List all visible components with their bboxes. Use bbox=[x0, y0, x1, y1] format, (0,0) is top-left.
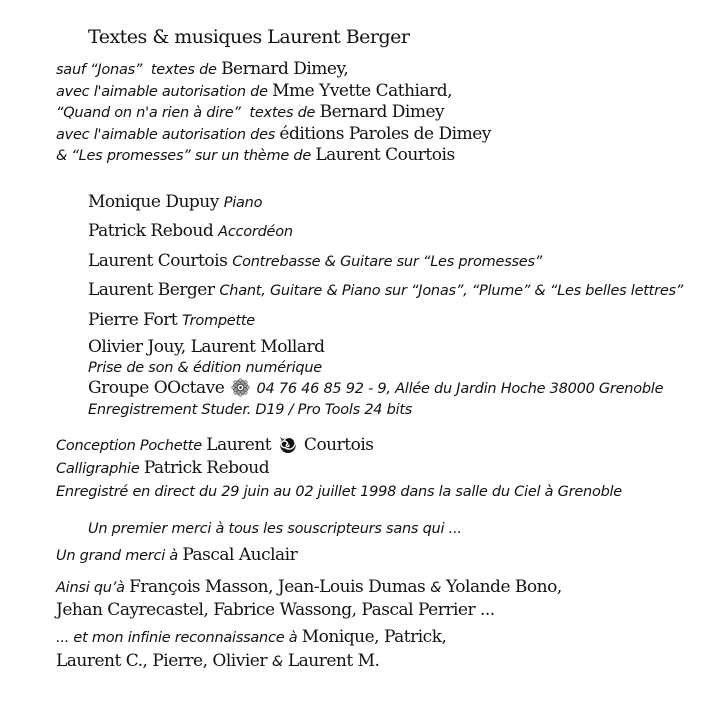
role-text: Ainsi qu’à bbox=[56, 580, 130, 596]
name-text: Patrick Reboud bbox=[143, 458, 270, 478]
text-line bbox=[56, 434, 709, 457]
role-text: Enregistré en direct du 29 juin au 02 juillet 1998 dans la salle du Ciel à Grenoble bbox=[56, 484, 622, 500]
name-text: Jehan Cayrecastel, Fabrice Wassong, Pascal Perrier ... bbox=[56, 600, 495, 620]
role-text: avec l'aimable autorisation des bbox=[56, 126, 280, 143]
role-text: & bbox=[271, 653, 283, 670]
thanks-friends bbox=[0, 576, 709, 621]
name-text: Courtois bbox=[299, 435, 374, 455]
name-text: Laurent bbox=[206, 435, 277, 455]
text-line bbox=[56, 145, 709, 167]
role-text: Prise de son & édition numérique bbox=[88, 360, 322, 376]
thanks-pascal bbox=[0, 543, 709, 568]
text-line bbox=[56, 124, 709, 146]
text-line bbox=[56, 599, 709, 621]
role-text: Chant, Guitare & Piano sur “Jonas”, “Plume” & “Les belles lettres” bbox=[219, 283, 684, 299]
role-text: “Quand on n'a rien à dire” textes de bbox=[56, 105, 320, 121]
role-text: Trompette bbox=[182, 312, 255, 329]
role-text: 04 76 46 85 92 - 9, Allée du Jardin Hoche 38000 Grenoble bbox=[252, 381, 664, 397]
role-text: & “Les promesses” sur un thème de bbox=[56, 148, 316, 164]
name-text: Bernard Dimey bbox=[319, 102, 445, 122]
role-text: Accordéon bbox=[218, 224, 293, 240]
role-text: avec l'aimable autorisation de bbox=[56, 83, 273, 100]
name-text: Laurent Courtois bbox=[315, 145, 455, 165]
text-line bbox=[88, 247, 709, 277]
name-text: François Masson, Jean-Louis Dumas bbox=[129, 577, 431, 597]
phone-rosette-icon bbox=[231, 378, 250, 397]
name-text: Laurent Courtois bbox=[88, 250, 233, 271]
name-text: Pascal Auclair bbox=[182, 545, 298, 565]
name-text: Laurent M. bbox=[282, 650, 380, 671]
text-line bbox=[88, 276, 709, 306]
text-line bbox=[56, 576, 709, 599]
role-text: sauf “Jonas” textes de bbox=[56, 62, 222, 78]
name-text: Textes & musiques Laurent Berger bbox=[88, 26, 410, 48]
name-text: Laurent C., Pierre, Olivier bbox=[56, 650, 272, 671]
text-line bbox=[56, 59, 709, 81]
rights-note bbox=[0, 59, 709, 167]
text-line bbox=[56, 626, 709, 650]
text-line bbox=[56, 457, 709, 480]
name-text: Bernard Dimey, bbox=[221, 59, 349, 79]
role-text: Un grand merci à bbox=[56, 548, 183, 564]
role-text: Piano bbox=[223, 194, 263, 211]
name-text: Yolande Bono, bbox=[441, 577, 562, 597]
name-text: Groupe OOctave bbox=[88, 378, 230, 398]
text-line bbox=[88, 357, 709, 378]
text-line bbox=[88, 27, 709, 48]
text-line bbox=[56, 480, 709, 503]
text-line bbox=[88, 378, 709, 399]
name-text: Monique Dupuy bbox=[88, 191, 224, 212]
role-text: Contrebasse & Guitare sur “Les promesses” bbox=[232, 253, 543, 270]
role-text: Calligraphie bbox=[56, 461, 144, 477]
role-text: Conception Pochette bbox=[56, 438, 207, 454]
name-text: Monique, Patrick, bbox=[301, 627, 447, 647]
recording-credits bbox=[0, 337, 709, 420]
text-line bbox=[56, 650, 709, 674]
thanks-subscribers bbox=[0, 517, 709, 540]
role-text: & bbox=[430, 580, 442, 596]
text-line bbox=[56, 81, 709, 103]
text-line bbox=[56, 102, 709, 124]
text-line bbox=[56, 543, 709, 568]
name-text: Patrick Reboud bbox=[88, 221, 219, 241]
text-line bbox=[88, 337, 709, 357]
role-text: Un premier merci à tous les souscripteurs sans qui ... bbox=[88, 521, 462, 537]
text-line bbox=[88, 399, 709, 420]
name-text: éditions Paroles de Dimey bbox=[279, 123, 491, 144]
text-line bbox=[88, 517, 709, 540]
name-text: Pierre Fort bbox=[88, 309, 183, 330]
name-text: Laurent Berger bbox=[88, 280, 220, 300]
thanks-final bbox=[0, 626, 709, 673]
text-line bbox=[88, 217, 709, 247]
role-text: Enregistrement Studer. D19 / Pro Tools 24 bits bbox=[88, 402, 413, 418]
name-text: Mme Yvette Cathiard, bbox=[272, 80, 453, 101]
role-text: ... et mon infinie reconnaissance à bbox=[56, 630, 302, 646]
name-text: Olivier Jouy, Laurent Mollard bbox=[88, 337, 325, 357]
musicians-list bbox=[0, 188, 709, 336]
text-line bbox=[88, 188, 709, 218]
text-line bbox=[88, 306, 709, 336]
production-credits bbox=[0, 434, 709, 503]
spiral-ornament-icon bbox=[278, 435, 297, 454]
credits-header bbox=[0, 27, 709, 48]
